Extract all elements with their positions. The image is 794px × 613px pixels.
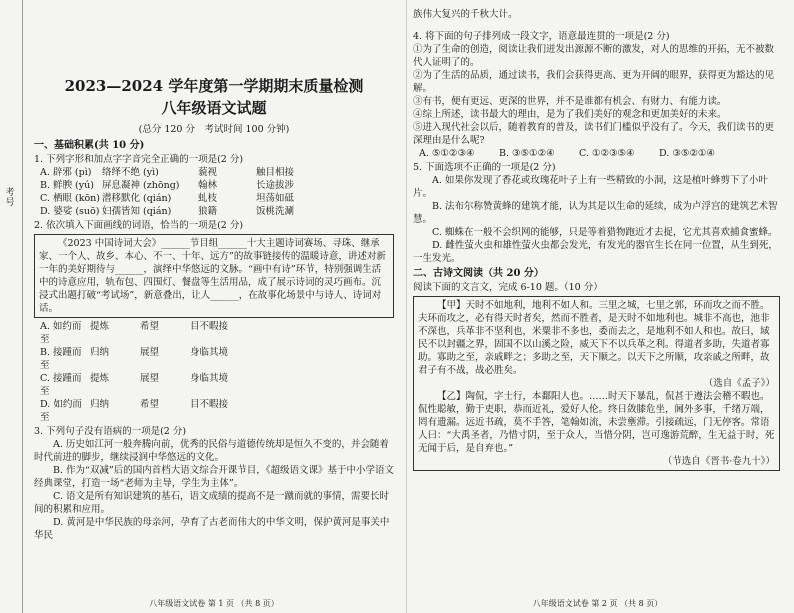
classical-source-jia: （选自《孟子》） [703,378,775,389]
question-4-stem: 4. 将下面的句子排列成一段文字，语意最连贯的一项是(2 分) [413,31,670,42]
classical-text-yi: 【乙】陶侃，字士行，本鄱阳人也。……时天下暴乱，侃甚于遵法会稽不暇也。侃性聪敏，勤于吏职，恭而近礼，爱好人伦。终日敛膝危坐，阃外多事，千绪万端，罔有遗漏。远近书疏，莫不手答，笔翰如流，未尝壅滞。引接疏远，门无停客。常语人曰：“大禹圣者，乃惜寸阴，至于众人，当惜分阴，岂可逸游荒醉，生无益于时，死无闻于后，是自弃也。” [418,391,775,454]
question-2-option-d [34,398,394,424]
classical-text-box [413,296,780,471]
question-3-option-d: D. 黄河是中华民族的母亲河，孕育了古老而伟大的中华文明，保护黄河是事关中华民 [34,517,390,541]
question-2-option-b [34,346,394,372]
question-1-option-a [34,166,394,179]
option-cell: A. ⑤①②③④ [419,148,475,159]
question-5-option-d: D. 雌性萤火虫和雄性萤火虫都会发光，有发光的器官生长在同一位置，从生到死，一生发光。 [413,240,778,264]
question-3-option-a: A. 历史如江河一般奔腾向前，优秀的民俗与道德传统却是恒久不变的，并会随着时代前进的脚步，继续浸润中华悠远的文化。 [34,439,389,463]
option-cell: D. 婆娑 (suō) [40,206,100,217]
question-1-option-c [34,192,394,205]
classical-text-jia: 【甲】天时不如地利，地利不如人和。三里之城，七里之郭，环而攻之而不胜。夫环而攻之，必有得天时者矣，然而不胜者，是天时不如地利也。城非不高也，池非不深也，兵革非不坚利也，米粟非不多也，委而去之，是地利不如人和也。故曰，域民不以封疆之界，固国不以山溪之险，威天下不以兵革之利。得道者多助，失道者寡助。寡助之至，亲戚畔之；多助之至，天下顺之。以天下之所顺，攻亲戚之所畔，故君子有不战，战必胜矣。 [418,300,770,376]
question-2-passage: 《2023 中国诗词大会》______节目组______十大主题诗词赛场、寻珠、继承家、一个人、故乡、本心、不一、十年、远方”的故事链接传的温暖诗意，讲述对新一年的美好期待与______，演绎中华悠远的文脉。“画中有诗”环节，特别强调生活中的诗意应用，轨布包、四围灯、餐盘等生活用品，成了展示诗词的灵巧画布。沉浸式出题打破“考试场”，新意叠出，让人______，在故事化场景中与诗人、诗词对话。 [39,238,386,314]
question-1-stem: 1. 下列字形和加点字字音完全正确的一项是(2 分) [34,154,244,165]
option-cell: 藐视 [198,167,218,178]
option-cell: 提炼 [90,321,110,332]
question-3-option-c: C. 语文是所有知识建筑的基石，语文成绩的提高不是一蹴而就的事情，需要长时间的积累和应用。 [34,491,389,515]
question-4-item-4: ④综上所述，读书最大的理由，是为了我们美好的观念和更加美好的未来。 [413,109,727,120]
option-cell: 饭桃洗涮 [256,206,295,217]
exam-meta: (总分 120 分 考试时间 100 分钟) [138,124,290,135]
question-5-option-b: B. 法布尔称赞黄蜂的建筑才能，认为其是以生命的延续，成为卢浮宫的建筑艺术智慧。 [413,201,778,225]
option-cell: 狼籍 [198,206,218,217]
option-cell: 络绎不绝 (yì) [102,167,159,178]
option-cell: D. 如约而至 [40,399,82,423]
option-cell: 身临其境 [190,347,229,358]
option-cell: 长途拔涉 [256,180,295,191]
question-4-item-5: ⑤进入现代社会以后，随着教育的普及，读书们门槛似乎没有了。今天，我们读书的更深理由是什么呢? [413,122,775,146]
reading-intro: 阅读下面的文言文，完成 6-10 题。（10 分） [413,282,603,293]
option-cell: C. 接踵而至 [40,373,82,397]
option-cell: A. 如约而至 [40,321,82,345]
question-3-option-b: B. 作为“双减”后的国内首档大语文综合开课节目，《超级语文课》基于中小学语文经典课堂，打造一场“老师为主导，学生为主体”。 [34,465,394,489]
section-heading-1: 一、基础积累(共 10 分) [34,140,145,151]
question-2-option-a [34,320,394,346]
option-cell: 坦荡如砥 [256,193,295,204]
page-right [406,0,788,613]
page-footer-right: 八年级语文试卷 第 2 页 （共 8 页） [532,599,663,608]
section-heading-2: 二、古诗文阅读（共 20 分） [413,268,544,279]
binding-margin [0,0,23,613]
question-4-item-1: ①为了生命的创造，阅读让我们迸发出源源不断的激发，对人的思维的开拓，无不被数代人证明了的。 [413,44,775,68]
question-5-stem: 5. 下面选项不正确的一项是(2 分) [413,162,556,173]
option-cell: A. 辟邪 (pì) [40,167,92,178]
option-cell: B. 鲜腴 (yú) [40,180,94,191]
question-4-item-2: ②为了生活的品质，通过读书，我们会获得更高、更为开阔的眼界，获得更为豁达的见解。 [413,70,775,94]
option-cell: 潜移默化 (qián) [102,193,172,204]
option-cell: 妇孺皆知 (qián) [102,206,172,217]
option-cell: 身临其境 [190,373,229,384]
exam-title: 2023—2024 学年度第一学期期末质量检测 [64,77,364,95]
option-cell: 虬枝 [198,193,218,204]
option-cell: 归纳 [90,399,110,410]
option-cell: 提炼 [90,373,110,384]
page-footer-left: 八年级语文试卷 第 1 页 （共 8 页） [149,599,279,608]
option-cell: C. 栖眼 (kōn) [40,193,100,204]
binding-label: 考号 [5,188,15,208]
continued-text: 族伟大复兴的千秋大计。 [413,9,518,20]
classical-source-yi: （节选自《晋书·卷九十》） [662,456,775,467]
question-2-passage-box [34,234,394,318]
option-cell: 希望 [140,321,160,332]
option-cell: B. ③⑤①②④ [499,148,555,159]
question-5-option-a: A. 如果你发现了香花或玫瑰花叶子上有一些精致的小洞，这是植叶蜂剪下了小叶片。 [413,175,768,199]
question-4-options [413,147,780,160]
option-cell: 展望 [140,373,160,384]
option-cell: 展望 [140,347,160,358]
option-cell: 翰林 [198,180,218,191]
question-4-item-3: ③有书，便有更远、更深的世界，并不是谁都有机会、有财力、有能力读。 [413,96,727,107]
option-cell: 屏息凝神 (zhōng) [102,180,180,191]
option-cell: 目不暇接 [190,399,229,410]
question-1-option-b [34,179,394,192]
option-cell: B. 接踵而至 [40,347,82,371]
option-cell: 希望 [140,399,160,410]
question-3-stem: 3. 下列句子没有语病的一项是(2 分) [34,426,187,437]
page-left [26,0,402,613]
question-5-option-c: C. 蜘蛛在一般不会织网的能够，只是等着猎物跑近才去捉，它尤其喜欢捕食蜜蜂。 [432,227,778,238]
option-cell: D. ③⑤②①④ [659,148,715,159]
exam-subtitle: 八年级语文试题 [161,99,267,117]
question-1-option-d [34,205,394,218]
option-cell: C. ①②③⑤④ [579,148,635,159]
option-cell: 触目相接 [256,167,295,178]
option-cell: 目不暇接 [190,321,229,332]
question-2-stem: 2. 依次填入下面画线的词语，恰当的一项是(2 分) [34,220,244,231]
option-cell: 归纳 [90,347,110,358]
question-2-option-c [34,372,394,398]
